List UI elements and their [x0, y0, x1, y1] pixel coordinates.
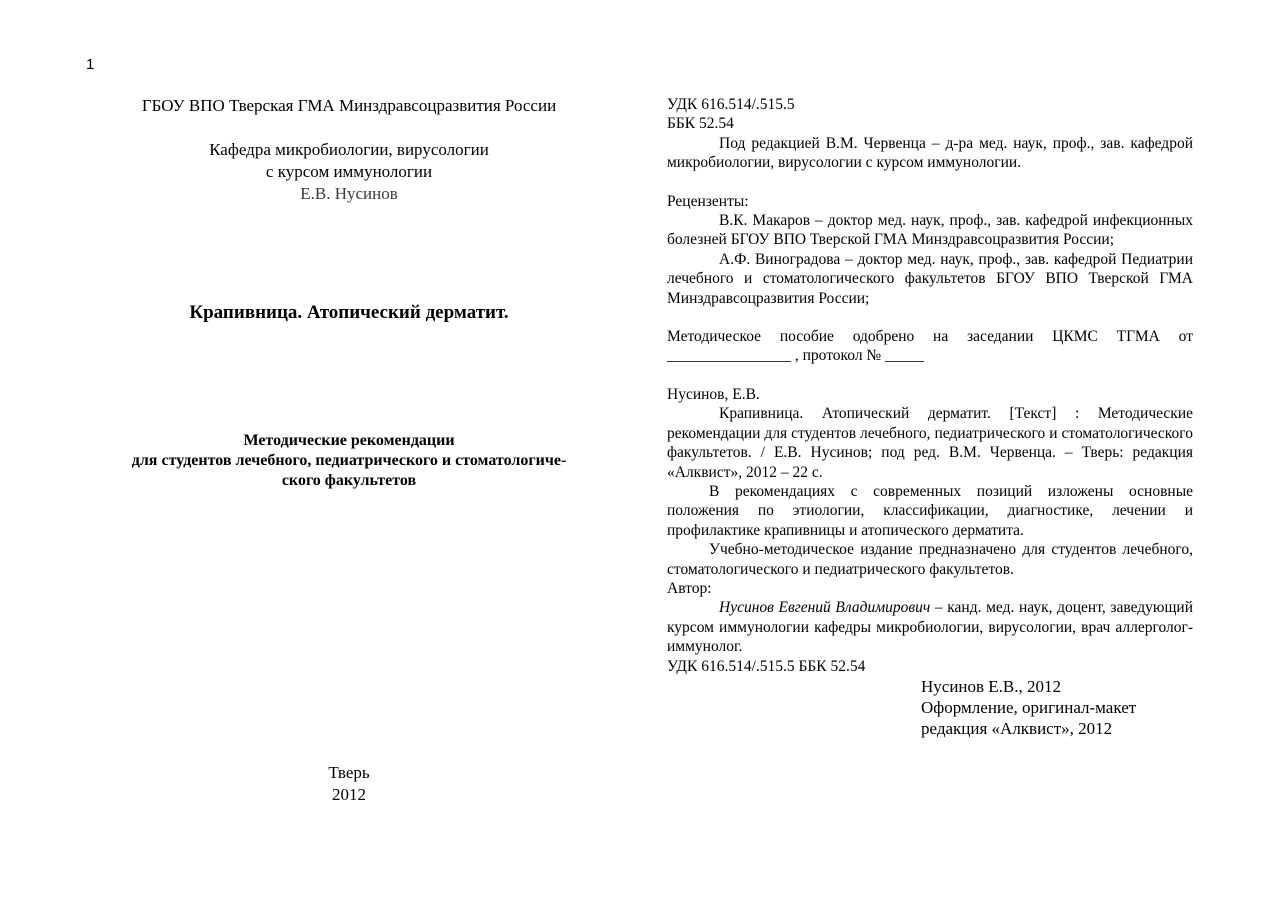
bib-record: Крапивница. Атопический дерматит. [Текст] : Методические рекомендации для студентов лечебного, педиатрического и стоматологического факультетов. / Е.В. Нусинов; под ред. В.М. Червенца. – Тверь: редакция «Алквист», 2012 – 22 с.	[667, 405, 1193, 481]
bib-author: Нусинов, Е.В.	[667, 385, 760, 403]
abstract: В рекомендациях с современных позиций изложены основные положения по этиологии, классификации, диагностике, лечении и профилактике крапивницы и атопического дерматита.	[667, 482, 1193, 539]
author-label: Автор:	[667, 579, 712, 597]
department-line-2: с курсом иммунологии	[265, 162, 433, 181]
subtitle-line-3: ского факультетов	[281, 472, 417, 489]
title-page	[95, 95, 603, 804]
document-title: Крапивница. Атопический дерматит.	[189, 302, 509, 323]
reviewer-1: В.К. Макаров – доктор мед. наук, проф., зав. кафедрой инфекционных болезней БГОУ ВПО Тверской ГМА Минздравсоцразвития России;	[667, 212, 1193, 249]
author-full-name: Нусинов Евгений Владимирович	[719, 599, 931, 617]
copyright-line-3: редакция «Алквист», 2012	[921, 718, 1113, 738]
author-name: Е.В. Нусинов	[300, 184, 398, 203]
organization-name: ГБОУ ВПО Тверская ГМА Минздравсоцразвития России	[141, 96, 557, 115]
subtitle-line-1: Методические рекомендации	[243, 432, 455, 449]
approval-note: Методическое пособие одобрено на заседании ЦКМС ТГМА от ________________ , протокол № _____	[667, 328, 1193, 365]
purpose: Учебно-методическое издание предназначено для студентов лечебного, стоматологического и педиатрического факультетов.	[667, 541, 1193, 578]
udk-bbk-codes: УДК 616.514/.515.5 ББК 52.54	[667, 657, 866, 675]
copyright-line-2: Оформление, оригинал-макет	[921, 697, 1137, 717]
page-number: 1	[86, 56, 95, 73]
copyright-block	[921, 676, 1193, 739]
reviewers-label: Рецензенты:	[667, 192, 749, 210]
copyright-line-1: Нусинов Е.В., 2012	[921, 676, 1062, 696]
reviewer-2: А.Ф. Виноградова – доктор мед. наук, проф., зав. кафедрой Педиатрии лечебного и стоматологического факультетов БГОУ ВПО Тверской ГМА Минздравсоцразвития России;	[667, 250, 1193, 307]
editor-note: Под редакцией В.М. Червенца – д-ра мед. наук, проф., зав. кафедрой микробиологии, вирусологии с курсом иммунологии.	[667, 134, 1193, 172]
document-subtitle	[95, 431, 603, 491]
author-info	[667, 598, 1193, 656]
department	[95, 139, 603, 183]
author-description: – канд. мед. наук, доцент, заведующий курсом иммунологии кафедры микробиологии, вирусологии, врач аллерголог-иммунолог.	[667, 599, 1193, 656]
bbk-code: ББК 52.54	[667, 115, 734, 133]
department-line-1: Кафедра микробиологии, вирусологии	[209, 140, 489, 159]
imprint-page	[667, 95, 1193, 739]
imprint	[95, 762, 603, 806]
subtitle-line-2: для студентов лечебного, педиатрического и стоматологиче-	[131, 452, 567, 469]
imprint-city: Тверь	[328, 763, 370, 782]
udk-code: УДК 616.514/.515.5	[667, 96, 795, 113]
imprint-year: 2012	[332, 785, 366, 804]
